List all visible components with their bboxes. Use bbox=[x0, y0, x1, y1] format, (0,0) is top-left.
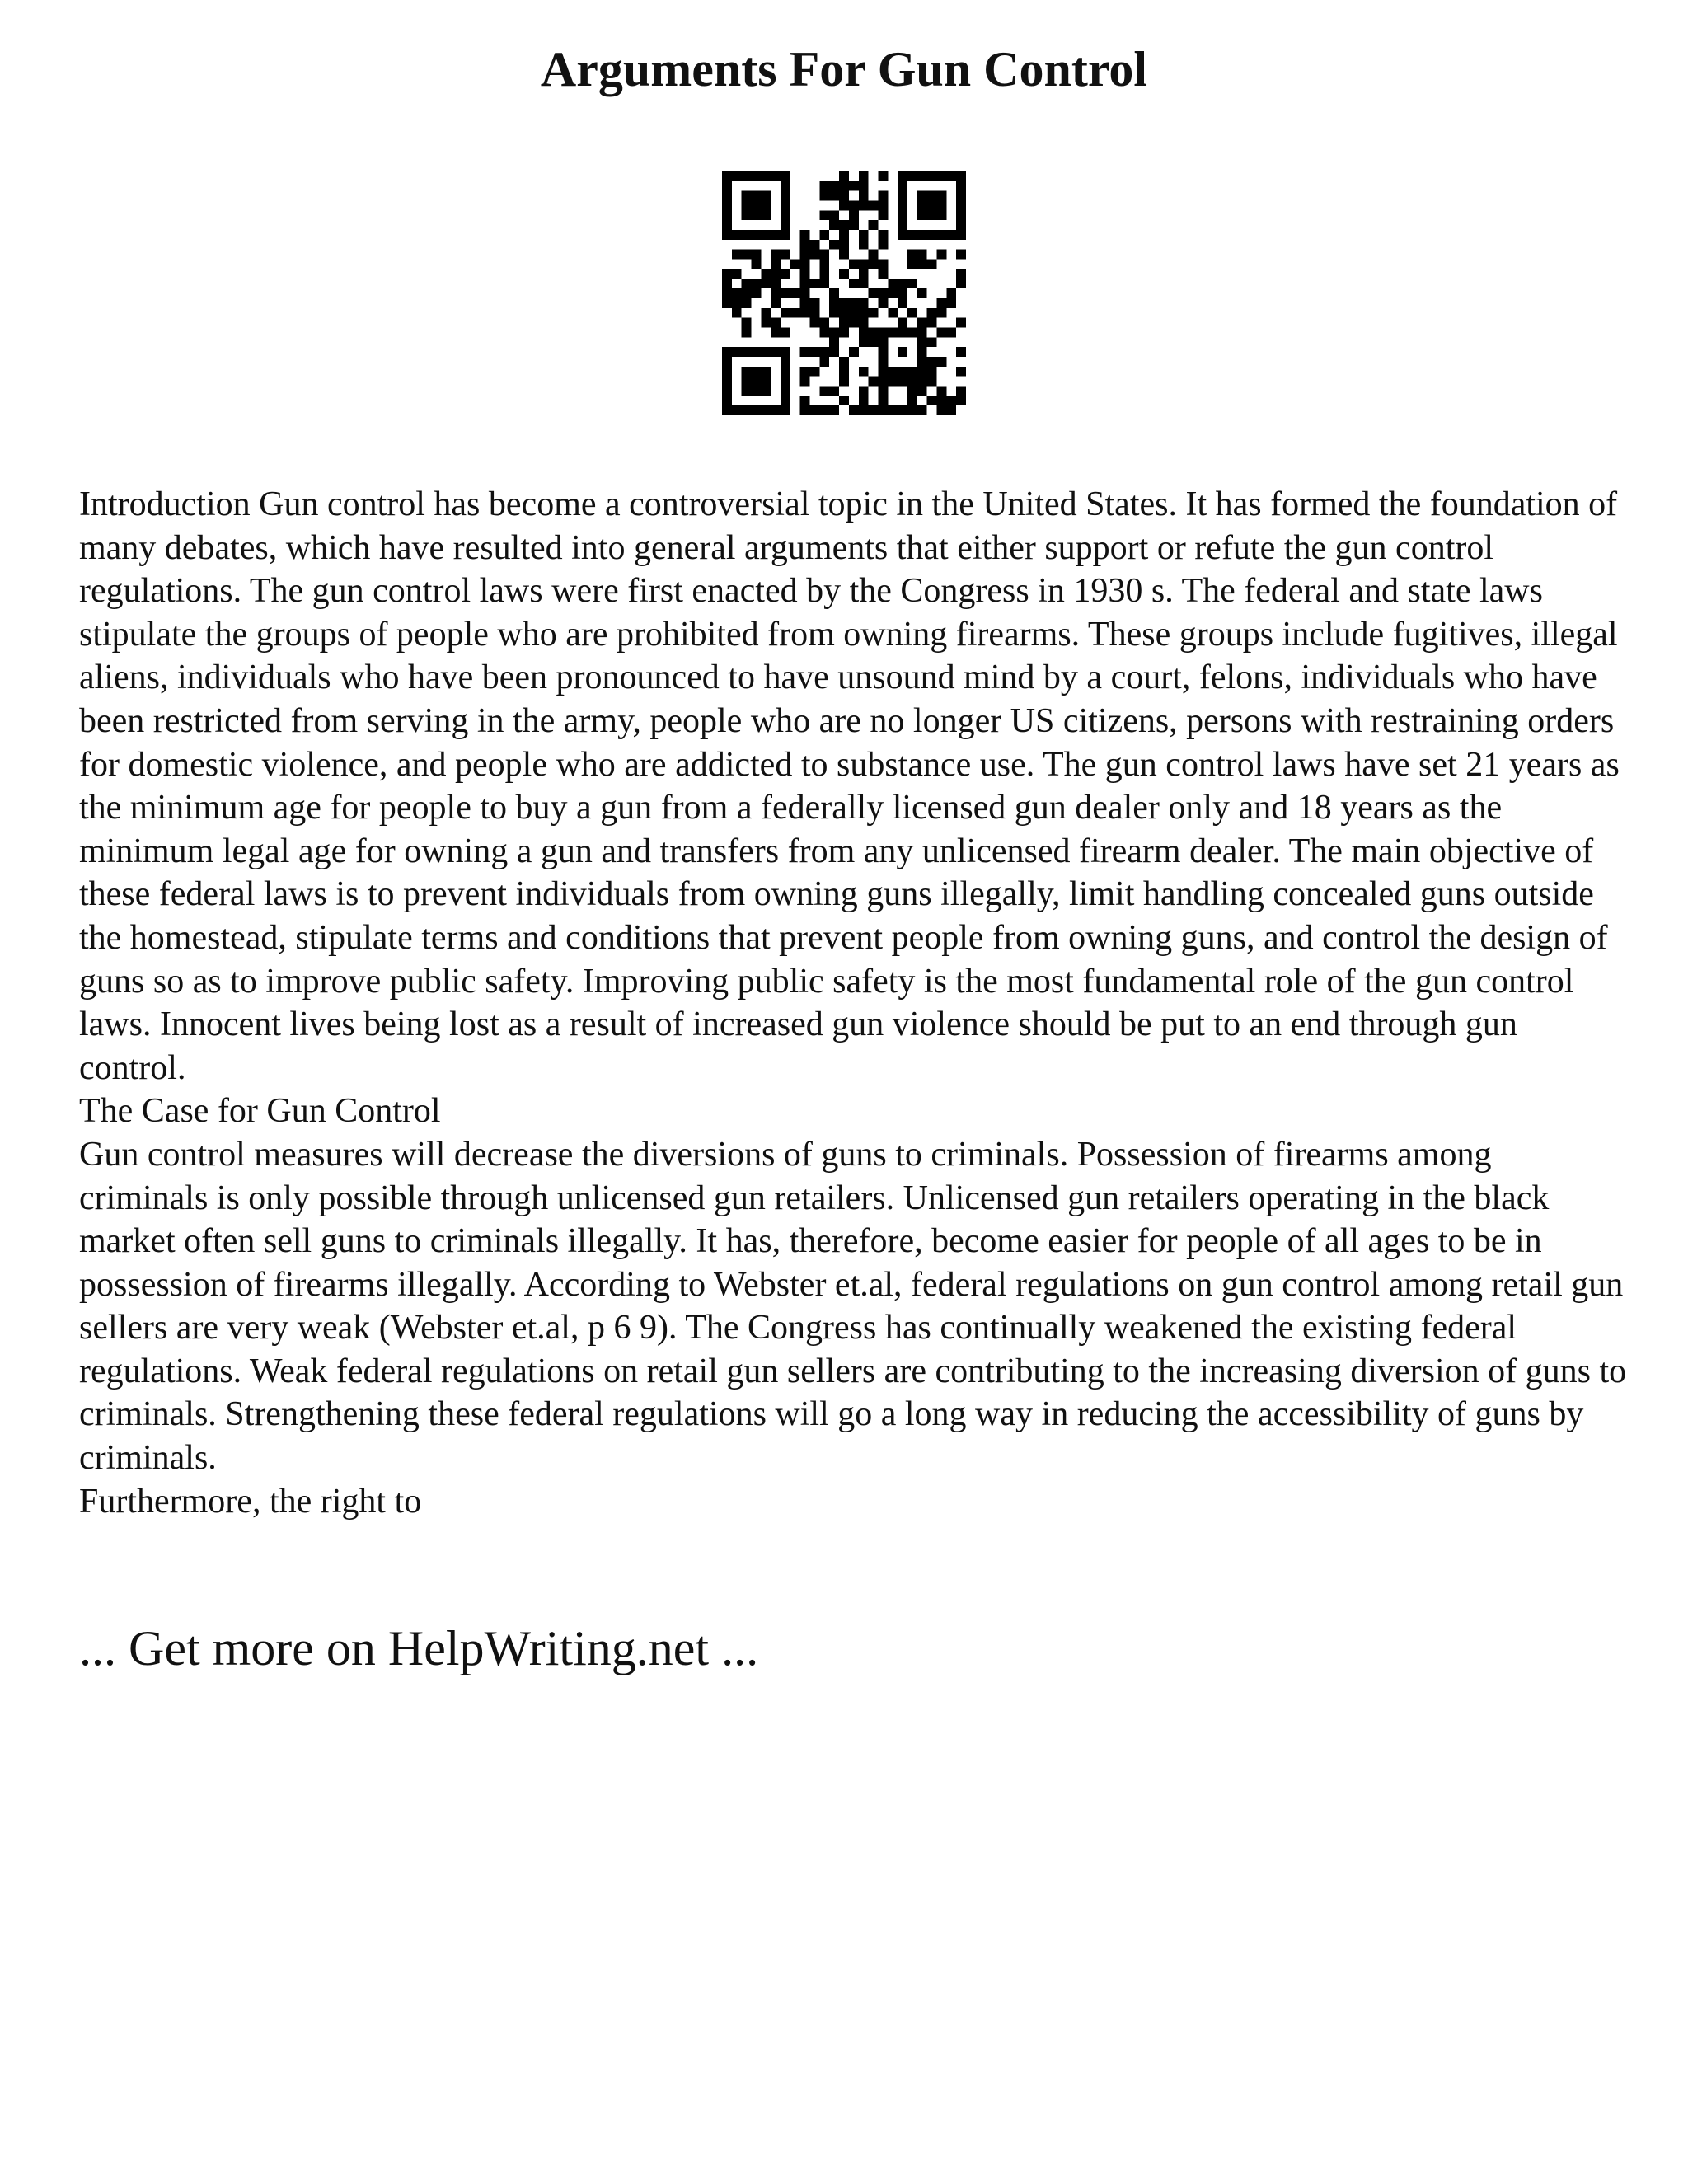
qr-code bbox=[722, 171, 966, 415]
paragraph-furthermore: Furthermore, the right to bbox=[79, 1482, 422, 1521]
qr-code-graphic bbox=[722, 171, 966, 415]
get-more-link[interactable]: ... Get more on HelpWriting.net ... bbox=[79, 1621, 759, 1675]
document-body bbox=[79, 483, 1629, 1523]
document-title: Arguments For Gun Control bbox=[540, 42, 1148, 96]
paragraph-case: Gun control measures will decrease the diversions of guns to criminals. Possession of firearms among criminals is only possible through unlicensed gun retailers. Unlicensed gun retailers operating in the black market often sell guns to criminals illegally. It has, therefore, become easier for people of all ages to be in possession of firearms illegally. According to Webster et.al, federal regulations on gun control among retail gun sellers are very weak (Webster et.al, p 6 9). The Congress has continually weakened the existing federal regulations. Weak federal regulations on retail gun sellers are contributing to the increasing diversion of guns to criminals. Strengthening these federal regulations will go a long way in reducing the accessibility of guns by criminals. bbox=[79, 1135, 1627, 1478]
paragraph-introduction: Introduction Gun control has become a controversial topic in the United States. It has formed the foundation of many debates, which have resulted into general arguments that either support or refute the gun control regulations. The gun control laws were first enacted by the Congress in 1930 s. The federal and state laws stipulate the groups of people who are prohibited from owning firearms. These groups include fugitives, illegal aliens, individuals who have been pronounced to have unsound mind by a court, felons, individuals who have been restricted from serving in the army, people who are no longer US citizens, persons with restraining orders for domestic violence, and people who are addicted to substance use. The gun control laws have set 21 years as the minimum age for people to buy a gun from a federally licensed gun dealer only and 18 years as the minimum legal age for owning a gun and transfers from any unlicensed firearm dealer. The main objective of these federal laws is to prevent individuals from owning guns illegally, limit handling concealed guns outside the homestead, stipulate terms and conditions that prevent people from owning guns, and control the design of guns so as to improve public safety. Improving public safety is the most fundamental role of the gun control laws. Innocent lives being lost as a result of increased gun violence should be put to an end through gun control. bbox=[79, 485, 1620, 1087]
section-heading: The Case for Gun Control bbox=[79, 1092, 441, 1131]
